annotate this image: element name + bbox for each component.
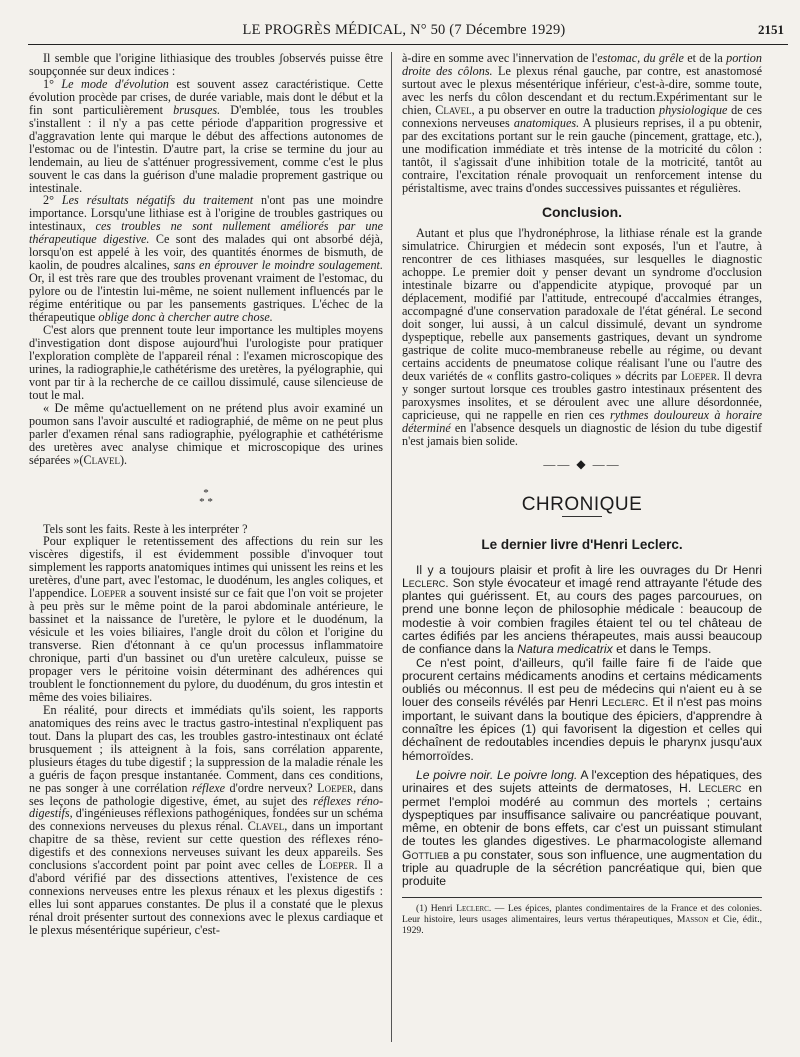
article-title: Le dernier livre d'Henri Leclerc. [481,536,683,552]
conclusion-heading: Conclusion. [541,204,623,221]
paragraph: En réalité, pour directs et immédiats qu'ils soient, les rapports anatomiques des reins avec le tractus gastro-intestinal n'expliquent pas tout. Dans la plupart des cas, les troubles gastro-intestinaux ont éclaté brusquement ; ils atteignent à la fois, sans corrélation apparente, plusieurs étages du tube digestif ; la suppression de la maladie rénale les a guéris de façon presque instantanée. Comment, dans ces conditions, ne pas songer à une corrélation réflexe d'ordre nerveux? Loeper, dans ses leçons de pathologie digestive, émet, au sujet des réflexes réno-digestifs, d'ingénieuses réflexions pathogéniques, fondées sur un schéma des connexions nerveuses du plexus rénal. Clavel, dans un important chapitre de sa thèse, revient sur cette question des réflexes réno-digestifs et des connexions nerveuses suivant les deux appareils. Ses conclusions s'accordent point par point avec celles de Loeper. Il a d'abord vérifié par des dissections attentives, l'existence de ces connexions nerveuses entre les plexus rénaux et les plexus digestifs : elles lui sont apparues constantes. De plus il a constaté que le plexus rénal droit présenter surtout des connexions avec le plexus cardiaque et le plexus mésentérique supérieur, c'est- [29,702,384,938]
left-column [29,52,383,937]
column-divider [391,52,392,1042]
paragraph: Il y a toujours plaisir et profit à lire les ouvrages du Dr Henri Leclerc. Son style évocateur et imagé rend attrayante l'étude des plantes qui guérissent. Et, au cours des pages parcourues, on prend une bonne leçon de philosophie médicale : beaucoup de modestie à voir combien fragiles étaient tel ou tel château de cartes édifiés par les anciens thérapeutes, mais aussi beaucoup de confiance dans la Natura medicatrix et dans le Temps. [402,562,762,657]
paragraph: Ce n'est point, d'ailleurs, qu'il faille faire fi de l'aide que procurent certains médicaments anodins et certains médicaments oubliés ou méconnus. Il est peu de médecins qui n'aient eu à se louer des conseils révélés par Henri Leclerc. Et il n'est pas moins important, le suivant dans la boutique des épiciers, d'apprendre à connaître les épices (1) qui favorisent la digestion et celles qui déchaînent de redoutables incendies depuis le pharynx jusqu'aux hémorroïdes. [402,655,763,763]
paragraph: Tels sont les faits. Reste à les interpréter ? [43,521,248,536]
paragraph: Le poivre noir. Le poivre long. A l'exception des hépatiques, des urinaires et des sujets atteints de dermatoses, H. Leclerc en permet l'emploi modéré au commun des mortels ; certains dyspeptiques par insuffisance salivaire ou pancréatique pouvant, même, en obtenir de bons effets, car c'est un puissant stimulant de toutes les glandes digestives. Le pharmacologiste allemand Gottlieb a pu constater, sous son influence, une augmentation du triple au quadruple de la sécrétion pancréatique qui, bien que produite [402,767,763,889]
header-rule [28,44,788,45]
paragraph: 1° Le mode d'évolution est souvent assez caractéristique. Cette évolution procède par crises, de durée variable, mais dont le début et la fin sont particulièrement brusques. D'emblée, tous les troubles s'installent : il n'y a pas cette période d'apparition progressive et d'aggravation lente qui marque le début des affections autonomes de l'estomac ou de l'intestin. D'autre part, la crise se termine du jour au lendemain, au lieu de s'atténuer progressivement, comme c'est le plus souvent le cas dans la guérison d'une maladie proprement gastrique ou intestinale. [29,76,384,195]
section-title: CHRONIQUE [521,493,643,515]
page-number: 2151 [758,22,784,37]
footnote: (1) Henri Leclerc. — Les épices, plantes condimentaires de la France et des colonies. Leur histoire, leurs usages alimentaires, leurs vertus thérapeutiques, Masson et Cie, édit., 1929. [402,902,762,936]
right-column [402,52,762,936]
paragraph: C'est alors que prennent toute leur importance les multiples moyens d'investigation dont dispose aujourd'hui l'urologiste pour pratiquer l'exploration complète de l'appareil rénal : l'examen microscopique des urines, la radiographie,le cathétérisme des uretères, la pyélographie, qui vont par tir à la recherche de ce caillou dissimulé, cause silencieuse de tout le mal. [29,323,383,402]
section-title-rule [562,516,602,517]
running-title: LE PROGRÈS MÉDICAL, N° 50 (7 Décembre 1929) [242,22,566,38]
paragraph: Il semble que l'origine lithiasique des troubles ʃobservés puisse être soupçonnée sur deux indices : [29,51,383,78]
footnote-rule [402,897,762,898]
page-header [24,22,784,42]
quote-paragraph: « De même qu'actuellement on ne prétend plus avoir examiné un poumon sans l'avoir ausculté et radiographié, de même on ne peut plus parler d'examen rénal sans radiographie, pyélographie et cathétérisme des uretères avec analyse chimique et microscopique des urines séparées »(Clavel). [29,400,383,467]
section-break-stars: * * * [199,486,213,508]
paragraph: 2° Les résultats négatifs du traitement n'ont pas une moindre importance. Lorsqu'une lithiase est à l'origine de troubles gastriques ou intestinaux, ces troubles ne sont nullement améliorés par une thérapeutique digestive. Ce sont des malades qui ont absorbé déjà, lorsqu'on est appelé à les voir, des quantités énormes de bismuth, de kaolin, de poudres alcalines, sans en éprouver le moindre soulagement. Or, il est très rare que des troubles provenant vraiment de l'estomac, du pylore ou de l'intestin lui-même, ne soient nullement influencés par le régime entéritique ou par les pansements gastriques. L'échec de la thérapeutique oblige donc à chercher autre chose. [29,193,384,325]
paragraph: à-dire en somme avec l'innervation de l'estomac, du grêle et de la portion droite des côlons. Le plexus rénal gauche, par contre, est anastomosé surtout avec le plexus mésentérique inférieur, c'est-à-dire, somme toute, avec les nerfs du côlon descendant et du rectum.Expérimentant sur le chien, Clavel, a pu observer en outre la traduction physiologique de ces connexions nerveuses anatomiques. A plusieurs reprises, il a pu obtenir, par des excitations portant sur le rein gauche (pincement, grattage, etc.), une modification immédiate et très intense de la motricité du côlon : tantôt, il s'agissait d'une inhibition totale de la motricité, tantôt au contraire, l'excitation rénale provoquait un renforcement intense du péristaltisme, avec trains d'ondes successives puissantes et régulières. [402,51,762,195]
paragraph: Pour expliquer le retentissement des affections du rein sur les viscères digestifs, il est évidemment possible d'invoquer tout simplement les rapports anatomiques intimes qui unissent les reins et les uretères, d'une part, avec l'estomac, le duodénum, les angles coliques, et l'appendice. Loeper a souvent insisté sur ce fait que l'on voit se projeter à peu près sur le même point de la paroi abdominale antérieure, le bassinet et la naissance de l'uretère, le pylore et le duodénum, la vésicule et les voies biliaires, l'angle droit du côlon et l'origine du transverse. Rien d'étonnant à ce qu'un processus inflammatoire chronique, parti d'un bassinet ou d'un uretère calculeux, puisse se propager vers le péritoine voisin déterminant des adhérences qui troublent le fonctionnement du pylore, du duodénum, du gros intestin et même des voies biliaires. [29,534,383,704]
ornament-divider: —— ◆ —— [543,456,621,471]
paragraph: Autant et plus que l'hydronéphrose, la lithiase rénale est la grande simulatrice. Chirurgien et médecin sont exposés, l'un et l'autre, à rencontrer de ces lithiases masquées, sur lesquelles le diagnostic achoppe. Le premier doit y penser devant un syndrome d'occlusion intestinale bizarre ou d'appendicite atypique, provoqué par un déplacement, modifié par l'attitude, entrecoupé d'accalmies étranges, accompagné d'une conservation paradoxale de l'état général. Le second doit songer, lui aussi, à un calcul dissimulé, devant un syndrome dyspeptique, rebelle aux pansements gastriques, devant un syndrome gastrique de colite muco-membraneuse rebelle au régime, ou devant certains accidents de pneumatose colique réalisant l'une ou l'autre des deux variétés de « conflits gastro-coliques » décrits par Loeper. Il devra y songer surtout lorsque ces troubles gastro intestinaux présentent des paroxysmes insolites, et se déroulent avec une allure désordonnée, capricieuse, qui ne rappelle en rien ces rythmes douloureux à horaire déterminé en l'absence desquels un diagnostic de lésion du tube digestif n'est jamais bien solide. [402,226,762,448]
